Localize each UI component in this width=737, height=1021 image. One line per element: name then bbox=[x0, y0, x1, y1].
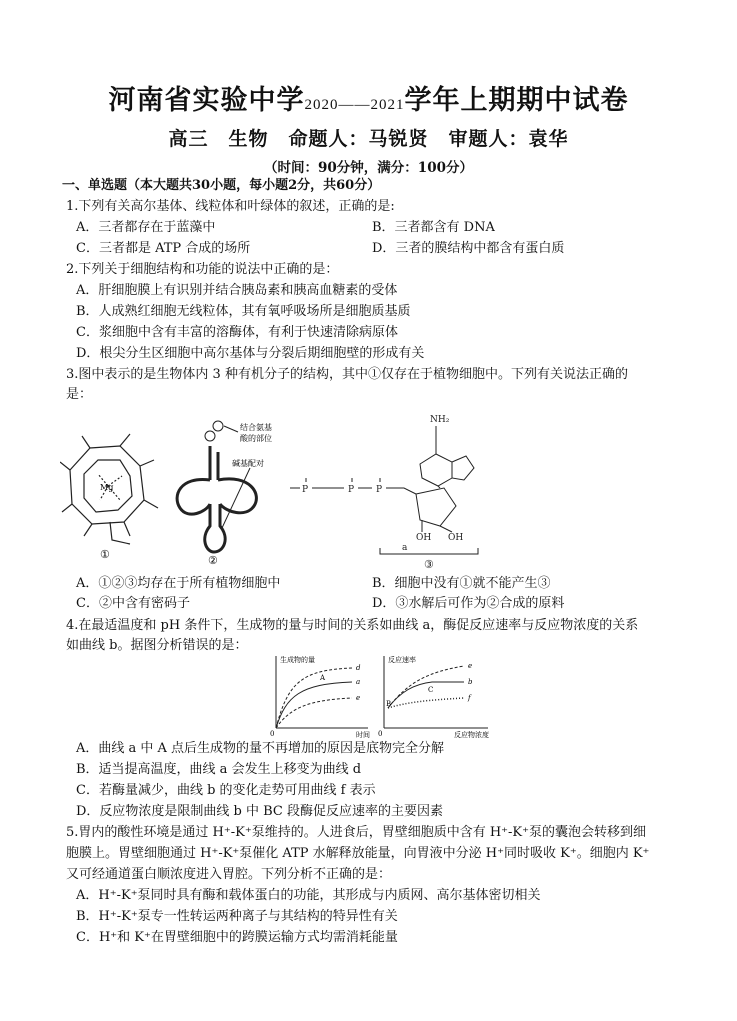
title-year: 2020——2021 bbox=[304, 97, 405, 113]
q5-stem-1: 5.胃内的酸性环境是通过 H⁺-K⁺泵维持的。人进食后，胃壁细胞质中含有 H⁺-K⁺泵的囊泡会转移到细 bbox=[66, 825, 646, 840]
graph2-curve-f-label: f bbox=[468, 694, 471, 702]
phosphate-3: P bbox=[376, 485, 383, 495]
graph-rate-vs-concentration bbox=[378, 655, 489, 738]
q3-stem-2: 是： bbox=[66, 387, 93, 402]
graph1-origin: 0 bbox=[270, 730, 275, 738]
q5-option-c: C．H⁺和 K⁺在胃壁细胞中的跨膜运输方式均需消耗能量 bbox=[76, 930, 398, 945]
curve-a bbox=[276, 682, 352, 728]
aa-site-label-1: 结合氨基 bbox=[240, 423, 272, 432]
mg-atom-label: Mg bbox=[100, 483, 114, 492]
graph2-origin: 0 bbox=[378, 730, 383, 738]
graph-product-vs-time bbox=[270, 655, 370, 738]
graph2-xlabel: 反应物浓度 bbox=[454, 731, 489, 738]
q4-option-b: B．适当提高温度，曲线 a 会发生上移变为曲线 d bbox=[76, 762, 362, 777]
q4-option-a: A．曲线 a 中 A 点后生成物的量不再增加的原因是底物完全分解 bbox=[76, 741, 445, 756]
q4-figure bbox=[268, 652, 508, 738]
section-heading: 一、单选题（本大题共30小题，每小题2分，共60分） bbox=[62, 178, 381, 193]
q1-option-c: C．三者都是 ATP 合成的场所 bbox=[76, 241, 251, 256]
phosphate-1: P bbox=[302, 485, 309, 495]
exam-time: （时间：90分钟，满分：100分） bbox=[264, 160, 473, 176]
q5-option-b: B．H⁺-K⁺泵专一性转运两种离子与其结构的特异性有关 bbox=[76, 909, 398, 924]
q1-option-d: D．三者的膜结构中都含有蛋白质 bbox=[372, 241, 565, 256]
q3-stem-1: 3.图中表示的是生物体内 3 种有机分子的结构，其中①仅存在于植物细胞中。下列有关说法正确的 bbox=[66, 367, 628, 382]
aa-site-pointer bbox=[224, 426, 238, 432]
graph1-ylabel: 生成物的量 bbox=[280, 656, 315, 664]
q1-option-a: A．三者都存在于蓝藻中 bbox=[76, 220, 216, 235]
q2-option-b: B．人成熟红细胞无线粒体，其有氧呼吸场所是细胞质基质 bbox=[76, 304, 411, 319]
graph2-ylabel: 反应速率 bbox=[388, 656, 416, 664]
aa-site-label-2: 酸的部位 bbox=[240, 434, 272, 443]
q5-stem-3: 又可经通道蛋白顺浓度进入胃腔。下列分析不正确的是： bbox=[66, 867, 392, 882]
curve-e2 bbox=[388, 666, 464, 708]
q3-option-a: A．①②③均存在于所有植物细胞中 bbox=[76, 576, 281, 591]
q3-option-d: D．③水解后可作为②合成的原料 bbox=[372, 596, 565, 611]
curve-d bbox=[276, 668, 352, 728]
graph2-curve-b-label: b bbox=[468, 678, 473, 686]
oh-label-2: OH bbox=[448, 533, 464, 543]
nh2-label: NH₂ bbox=[430, 415, 450, 425]
title-school: 河南省实验中学 bbox=[108, 85, 305, 116]
q3-option-c: C．②中含有密码子 bbox=[76, 596, 190, 611]
q4-stem-1: 4.在最适温度和 pH 条件下，生成物的量与时间的关系如曲线 a，酶促反应速率与反应物浓度的关系 bbox=[66, 618, 639, 633]
graph1-curve-a-label: a bbox=[356, 678, 361, 686]
label-1: ① bbox=[100, 548, 110, 561]
q1-stem: 1.下列有关高尔基体、线粒体和叶绿体的叙述，正确的是: bbox=[66, 199, 395, 214]
q3-figure bbox=[60, 408, 700, 570]
q3-option-b: B．细胞中没有①就不能产生③ bbox=[372, 576, 551, 591]
graph2-point-b: B bbox=[386, 700, 392, 708]
oh-label-1: OH bbox=[416, 533, 432, 543]
q2-stem: 2.下列关于细胞结构和功能的说法中正确的是： bbox=[66, 262, 339, 277]
q4-option-d: D．反应物浓度是限制曲线 b 中 BC 段酶促反应速率的主要因素 bbox=[76, 804, 444, 819]
trna-end-circle-2 bbox=[213, 421, 223, 431]
curve-f bbox=[388, 698, 464, 708]
label-3: ③ bbox=[424, 558, 434, 570]
phosphate-2: P bbox=[348, 485, 355, 495]
graph1-point-a: A bbox=[320, 674, 326, 682]
graph1-curve-d-label: d bbox=[356, 664, 361, 672]
q5-stem-2: 胞膜上。胃壁细胞通过 H⁺-K⁺泵催化 ATP 水解释放能量，向胃液中分泌 H⁺同时吸收 K⁺。细胞内 K⁺ bbox=[66, 846, 650, 861]
graph2-point-c: C bbox=[428, 686, 434, 694]
graph1-xlabel: 时间 bbox=[356, 731, 370, 738]
q2-option-c: C．浆细胞中含有丰富的溶酶体，有利于快速清除病原体 bbox=[76, 325, 398, 340]
q4-stem-2: 如曲线 b。据图分析错误的是： bbox=[66, 638, 248, 653]
anticodon-label: 碱基配对 bbox=[232, 459, 264, 468]
trna-end-circle-1 bbox=[205, 431, 215, 441]
q4-option-c: C．若酶量减少，曲线 b 的变化走势可用曲线 f 表示 bbox=[76, 783, 376, 798]
q5-option-a: A．H⁺-K⁺泵同时具有酶和载体蛋白的功能，其形成与内质网、高尔基体密切相关 bbox=[76, 888, 541, 903]
q2-option-a: A．肝细胞膜上有识别并结合胰岛素和胰高血糖素的受体 bbox=[76, 283, 398, 298]
curve-e bbox=[276, 698, 352, 728]
q2-option-d: D．根尖分生区细胞中高尔基体与分裂后期细胞壁的形成有关 bbox=[76, 346, 425, 361]
graph2-curve-e-label: e bbox=[468, 662, 473, 670]
label-2: ② bbox=[208, 554, 218, 567]
anticodon-pointer bbox=[222, 468, 250, 528]
atp-structure bbox=[302, 415, 463, 570]
a-label: a bbox=[402, 543, 408, 553]
title-term: 学年上期期中试卷 bbox=[404, 85, 629, 116]
graph1-curve-e-label: e bbox=[356, 694, 361, 702]
exam-subtitle: 高三 生物 命题人：马锐贤 审题人：袁华 bbox=[168, 128, 569, 150]
q1-option-b: B．三者都含有 DNA bbox=[372, 220, 495, 235]
page-title bbox=[0, 78, 737, 117]
